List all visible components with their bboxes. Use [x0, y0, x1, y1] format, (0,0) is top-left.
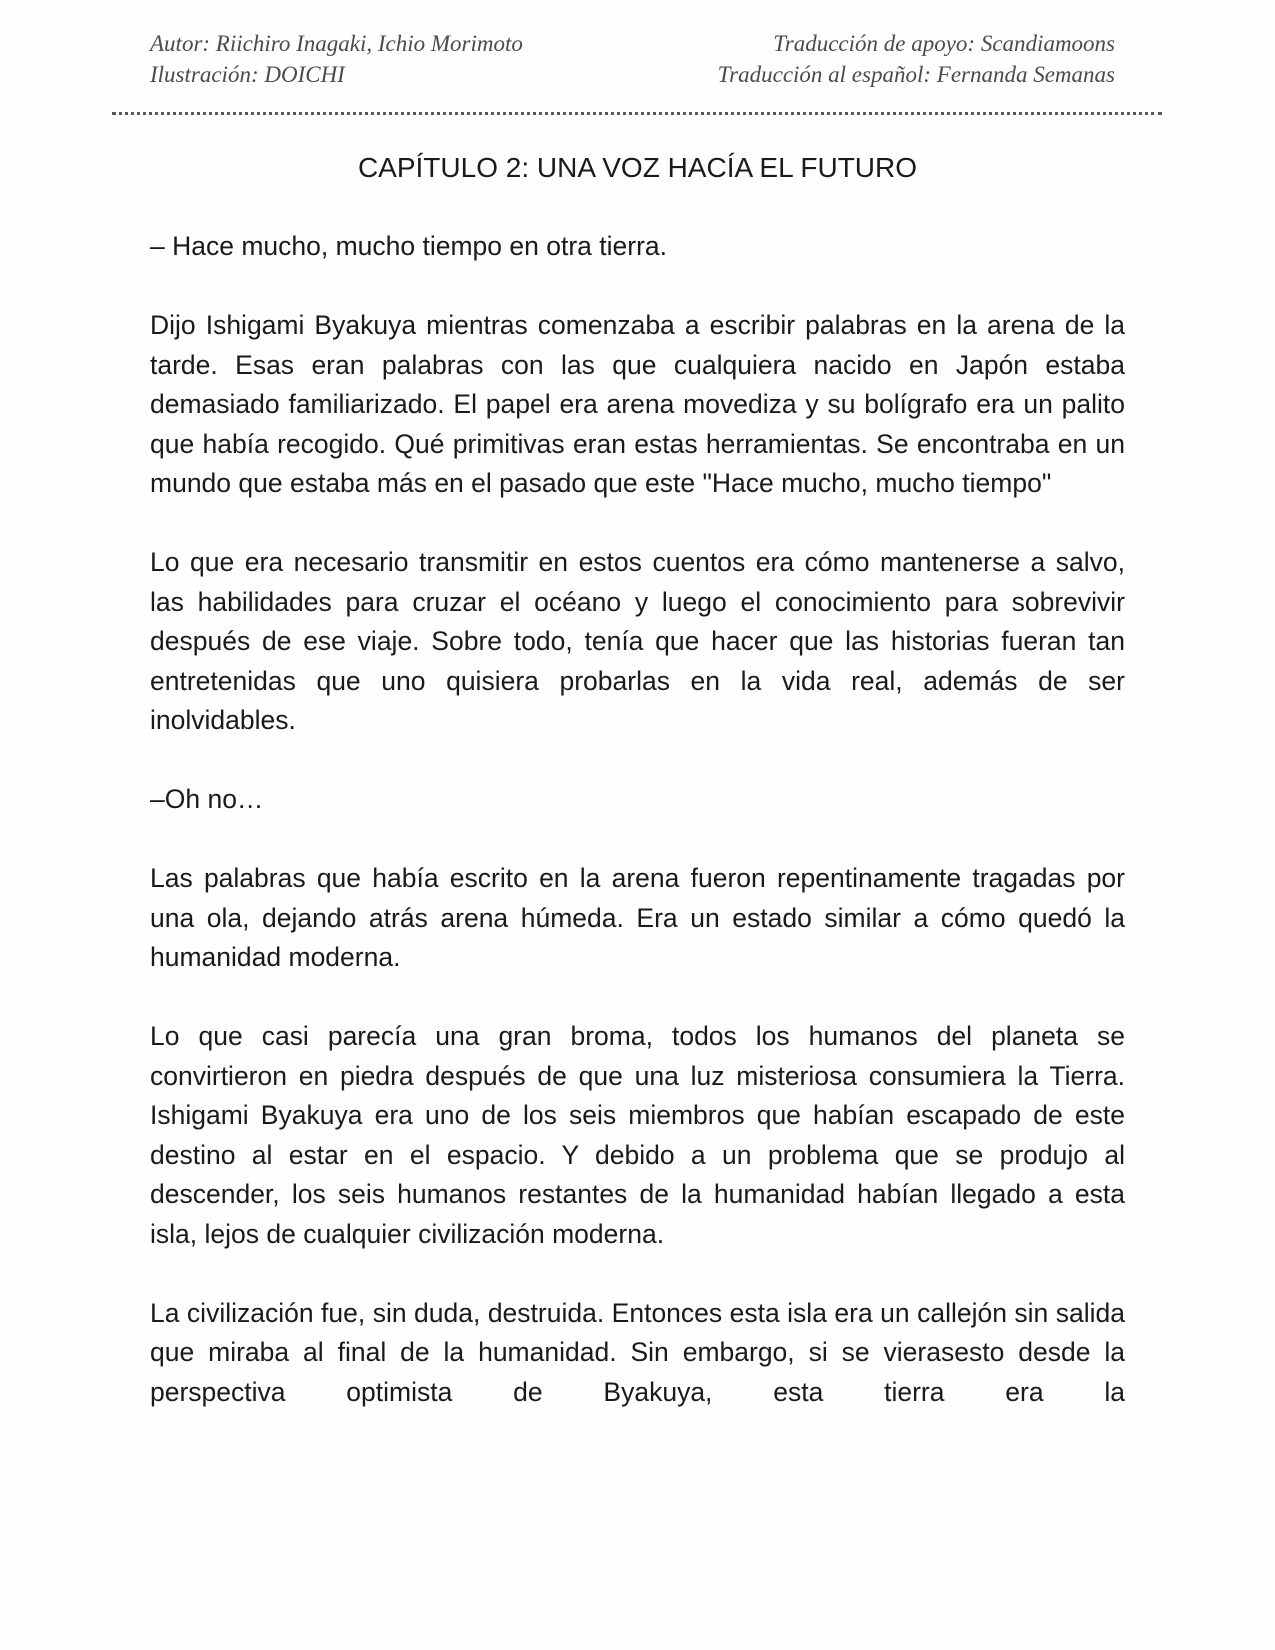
- chapter-body: [150, 227, 1125, 1452]
- dotted-divider: [112, 112, 1162, 115]
- paragraph-3: Lo que era necesario transmitir en estos cuentos era cómo mantenerse a salvo, las habilidades para cruzar el océano y luego el conocimiento para sobrevivir después de ese viaje. Sobre todo, tenía que hacer que las historias fueran tan entretenidas que uno quisiera probarlas en la vida real, además de ser inolvidables.: [150, 547, 1125, 735]
- spanish-translation-credit: Traducción al español: Fernanda Semanas: [717, 62, 1115, 87]
- paragraph-1: – Hace mucho, mucho tiempo en otra tierra.: [150, 231, 667, 261]
- paragraph-2: Dijo Ishigami Byakuya mientras comenzaba a escribir palabras en la arena de la tarde. Esas eran palabras con las que cualquiera nacido en Japón estaba demasiado familiarizado. El papel era arena movediza y su bolígrafo era un palito que había recogido. Qué primitivas eran estas herramientas. Se encontraba en un mundo que estaba más en el pasado que este "Hace mucho, mucho tiempo": [150, 310, 1125, 498]
- paragraph-6: Lo que casi parecía una gran broma, todos los humanos del planeta se convirtieron en piedra después de que una luz misteriosa consumiera la Tierra. Ishigami Byakuya era uno de los seis miembros que habían escapado de este destino al estar en el espacio. Y debido a un problema que se produjo al descender, los seis humanos restantes de la humanidad habían llegado a esta isla, lejos de cualquier civilización moderna.: [150, 1021, 1125, 1249]
- chapter-title: CAPÍTULO 2: UNA VOZ HACÍA EL FUTURO: [357, 152, 918, 183]
- paragraph-5: Las palabras que había escrito en la arena fueron repentinamente tragadas por una ola, dejando atrás arena húmeda. Era un estado similar a cómo quedó la humanidad moderna.: [150, 863, 1125, 972]
- support-translation-credit: Traducción de apoyo: Scandiamoons: [773, 31, 1115, 56]
- paragraph-7: La civilización fue, sin duda, destruida. Entonces esta isla era un callejón sin salida que miraba al final de la humanidad. Sin embargo, si se vierasesto desde la perspectiva optimista de Byakuya, esta tierra era la: [150, 1297, 1125, 1407]
- page-header: [150, 28, 1115, 90]
- header-row-bottom: [150, 59, 1115, 90]
- illustration-credit: Ilustración: DOICHI: [150, 62, 345, 87]
- author-credit: Autor: Riichiro Inagaki, Ichio Morimoto: [150, 31, 523, 56]
- header-row-top: [150, 28, 1115, 59]
- paragraph-4: –Oh no…: [150, 784, 264, 814]
